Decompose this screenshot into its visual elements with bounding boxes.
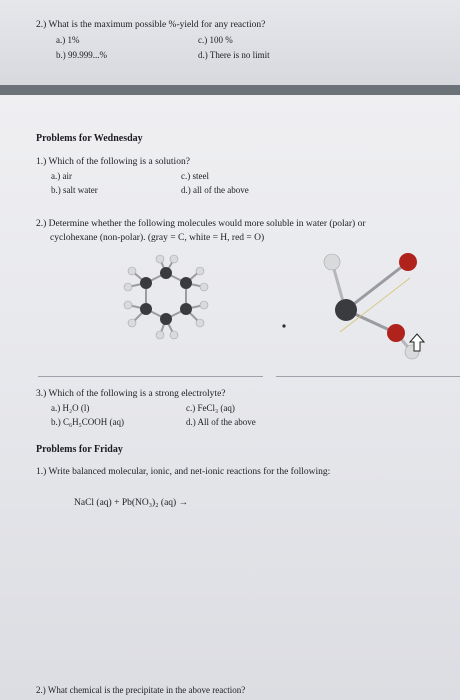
cursor-arrow-icon — [408, 333, 426, 353]
option-a: a.) air — [51, 171, 72, 181]
option-c: c.) FeCl₃ (aq) — [186, 403, 235, 413]
friday-question-2: 2.) What chemical is the precipitate in the above reaction? — [36, 685, 246, 695]
cyclohexane-molecule-model — [110, 253, 225, 348]
option-c: c.) 100 % — [198, 35, 233, 45]
question-1-solution: 1.) Which of the following is a solution? — [36, 157, 190, 167]
friday-question-1: 1.) Write balanced molecular, ionic, and net-ionic reactions for the following: — [36, 467, 331, 477]
stray-mark — [281, 323, 287, 329]
answer-line-left — [38, 376, 263, 377]
option-a: a.) H₂O (l) — [51, 403, 90, 413]
friday-heading: Problems for Friday — [36, 444, 123, 455]
option-a: a.) 1% — [56, 35, 80, 45]
option-d: d.) all of the above — [181, 185, 249, 195]
worksheet-page — [0, 95, 460, 700]
wednesday-heading: Problems for Wednesday — [36, 133, 143, 144]
question-2-line-2: cyclohexane (non-polar). (gray = C, white = H, red = O) — [50, 233, 265, 243]
answer-line-right — [276, 376, 460, 377]
option-c: c.) steel — [181, 171, 209, 181]
question-2-yield: 2.) What is the maximum possible %-yield for any reaction? — [36, 20, 266, 30]
question-3-electrolyte: 3.) Which of the following is a strong electrolyte? — [36, 389, 226, 399]
question-2-line-1: 2.) Determine whether the following molecules would more soluble in water (polar) or — [36, 219, 366, 229]
option-b: b.) 99.999...% — [56, 50, 107, 60]
top-page-section — [0, 0, 460, 85]
option-d: d.) All of the above — [186, 417, 256, 427]
option-b: b.) salt water — [51, 185, 98, 195]
reaction-equation: NaCl (aq) + Pb(NO₃)₂ (aq) → — [74, 498, 189, 508]
option-d: d.) There is no limit — [198, 50, 270, 60]
option-b: b.) C₆H₅COOH (aq) — [51, 417, 125, 427]
